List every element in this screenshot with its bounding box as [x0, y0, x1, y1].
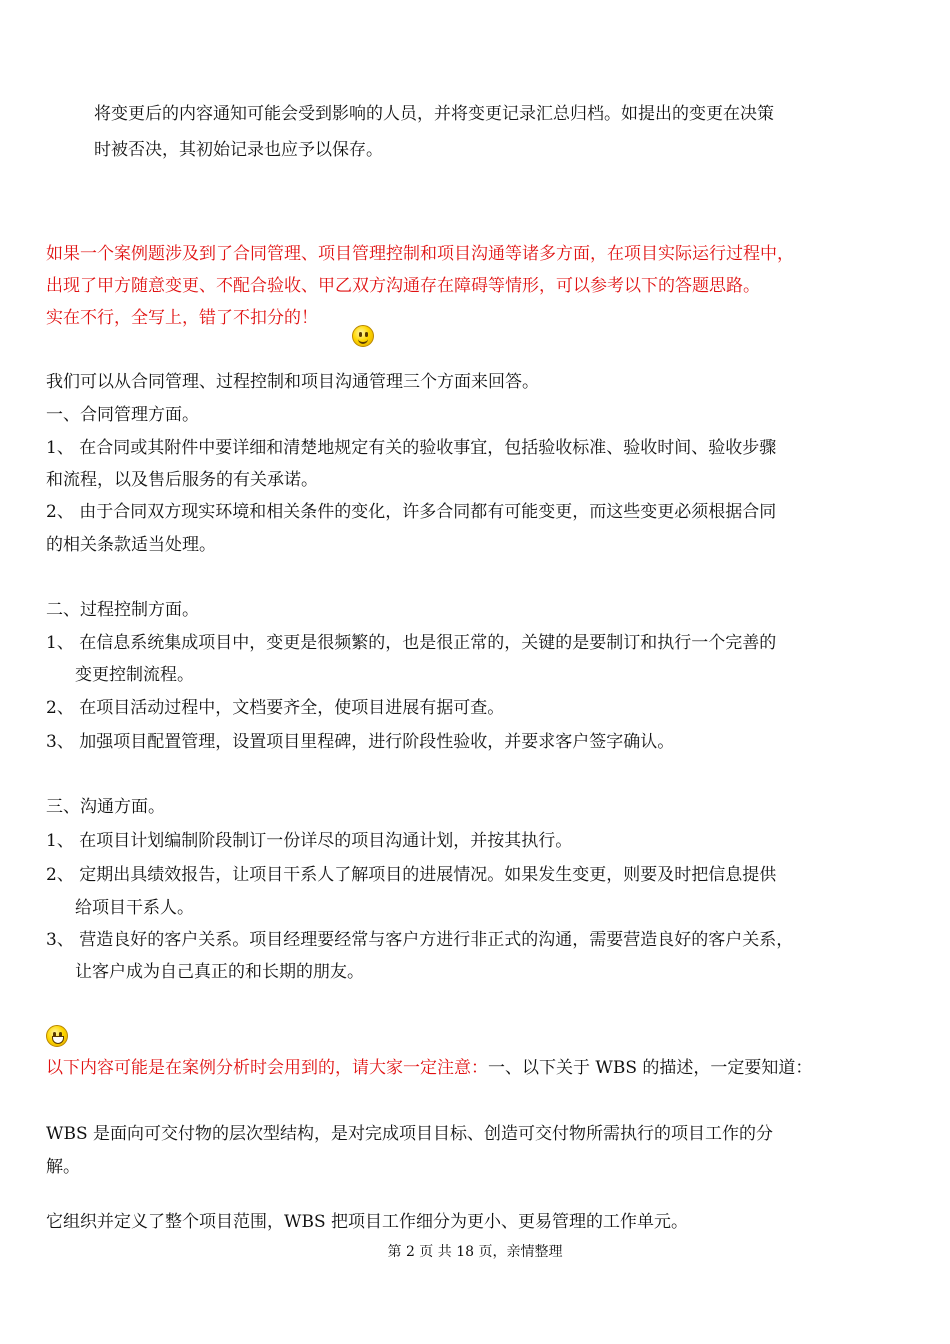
- section3-item2-line1: 2、 定期出具绩效报告，让项目干系人了解项目的进展情况。如果发生变更，则要及时把信息提供: [46, 865, 777, 885]
- section1-heading: 一、合同管理方面。: [46, 405, 199, 425]
- section3-item3-line2: 让客户成为自己真正的和长期的朋友。: [75, 962, 364, 982]
- section1-item1-line2: 和流程，以及售后服务的有关承诺。: [46, 470, 318, 490]
- wbs-definition-line1: WBS 是面向可交付物的层次型结构，是对完成项目目标、创造可交付物所需执行的项目工作的分: [46, 1124, 774, 1144]
- section1-item2-line2: 的相关条款适当处理。: [46, 535, 216, 555]
- wbs-notice-heading: 一、以下关于 WBS 的描述，一定要知道：: [488, 1058, 813, 1078]
- section2-item3: 3、 加强项目配置管理，设置项目里程碑，进行阶段性验收，并要求客户签字确认。: [46, 732, 675, 752]
- wbs-definition-line2: 解。: [46, 1157, 80, 1177]
- section2-heading: 二、过程控制方面。: [46, 600, 199, 620]
- grin-icon: [46, 1025, 68, 1047]
- intro-line-1: 将变更后的内容通知可能会受到影响的人员，并将变更记录汇总归档。如提出的变更在决策: [94, 104, 774, 124]
- wbs-notice-line: [46, 1056, 812, 1080]
- notice-line-1: 如果一个案例题涉及到了合同管理、项目管理控制和项目沟通等诸多方面，在项目实际运行过程中，: [46, 244, 794, 264]
- section2-item1-line2: 变更控制流程。: [75, 665, 194, 685]
- smiley-icon: [352, 325, 374, 347]
- notice-line-2: 出现了甲方随意变更、不配合验收、甲乙双方沟通存在障碍等情形，可以参考以下的答题思路。: [46, 276, 760, 296]
- section1-item1-line1: 1、 在合同或其附件中要详细和清楚地规定有关的验收事宜，包括验收标准、验收时间、验收步骤: [46, 438, 777, 458]
- wbs-scope-line: 它组织并定义了整个项目范围，WBS 把项目工作细分为更小、更易管理的工作单元。: [46, 1212, 689, 1232]
- notice-line-3: 实在不行，全写上，错了不扣分的！: [46, 308, 318, 328]
- answer-intro: 我们可以从合同管理、过程控制和项目沟通管理三个方面来回答。: [46, 372, 539, 392]
- section3-item2-line2: 给项目干系人。: [75, 898, 194, 918]
- section1-item2-line1: 2、 由于合同双方现实环境和相关条件的变化，许多合同都有可能变更，而这些变更必须根据合同: [46, 502, 777, 522]
- intro-line-2: 时被否决，其初始记录也应予以保存。: [94, 140, 383, 160]
- section2-item2: 2、 在项目活动过程中，文档要齐全，使项目进展有据可查。: [46, 698, 505, 718]
- page-footer: 第 2 页 共 18 页，亲情整理: [387, 1244, 563, 1260]
- section3-item3-line1: 3、 营造良好的客户关系。项目经理要经常与客户方进行非正式的沟通，需要营造良好的客户关系，: [46, 930, 794, 950]
- wbs-notice-highlight: 以下内容可能是在案例分析时会用到的，请大家一定注意：: [46, 1058, 488, 1078]
- section3-heading: 三、沟通方面。: [46, 797, 165, 817]
- section2-item1-line1: 1、 在信息系统集成项目中，变更是很频繁的，也是很正常的，关键的是要制订和执行一个完善的: [46, 633, 777, 653]
- section3-item1: 1、 在项目计划编制阶段制订一份详尽的项目沟通计划，并按其执行。: [46, 831, 573, 851]
